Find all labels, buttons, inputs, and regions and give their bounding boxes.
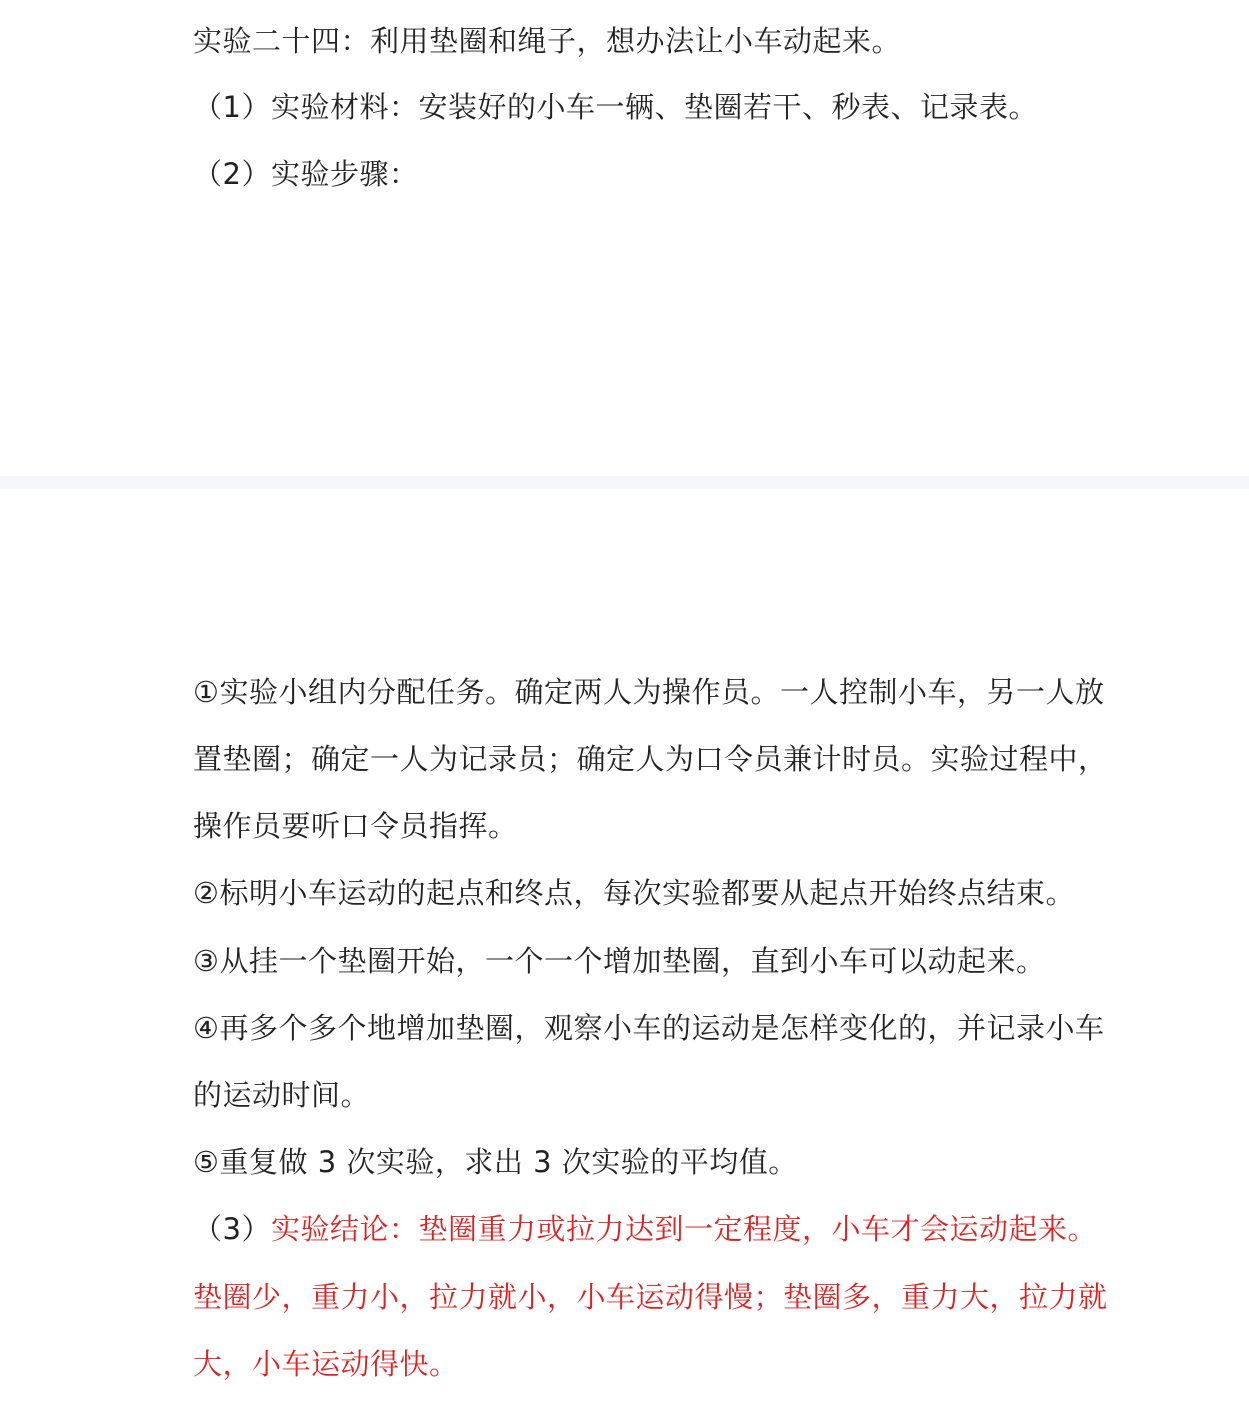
step1-line1: ①实验小组内分配任务。确定两人为操作员。一人控制小车，另一人放 <box>193 675 1105 709</box>
step2-line: ②标明小车运动的起点和终点，每次实验都要从起点开始终点结束。 <box>193 876 1075 910</box>
conclusion-line2: 垫圈少，重力小，拉力就小，小车运动得慢；垫圈多，重力大，拉力就 <box>193 1280 1108 1314</box>
experiment-title: 实验二十四：利用垫圈和绳子，想办法让小车动起来。 <box>193 24 902 58</box>
conclusion-prefix: （3） <box>193 1212 271 1246</box>
steps-heading: （2）实验步骤： <box>193 157 419 191</box>
conclusion-line1 <box>193 1212 1097 1246</box>
conclusion-line3: 大，小车运动得快。 <box>193 1347 459 1381</box>
step4-line2: 的运动时间。 <box>193 1078 371 1112</box>
conclusion-text: 实验结论：垫圈重力或拉力达到一定程度，小车才会运动起来。 <box>270 1212 1097 1246</box>
step1-line3: 操作员要听口令员指挥。 <box>193 809 518 843</box>
materials-line: （1）实验材料：安装好的小车一辆、垫圈若干、秒表、记录表。 <box>193 90 1038 124</box>
step4-line1: ④再多个多个地增加垫圈，观察小车的运动是怎样变化的，并记录小车 <box>193 1011 1105 1045</box>
step5-line: ⑤重复做 3 次实验，求出 3 次实验的平均值。 <box>193 1145 798 1179</box>
section-divider <box>0 476 1249 489</box>
step3-line: ③从挂一个垫圈开始，一个一个增加垫圈，直到小车可以动起来。 <box>193 944 1046 978</box>
step1-line2: 置垫圈；确定一人为记录员；确定人为口令员兼计时员。实验过程中， <box>193 742 1108 776</box>
